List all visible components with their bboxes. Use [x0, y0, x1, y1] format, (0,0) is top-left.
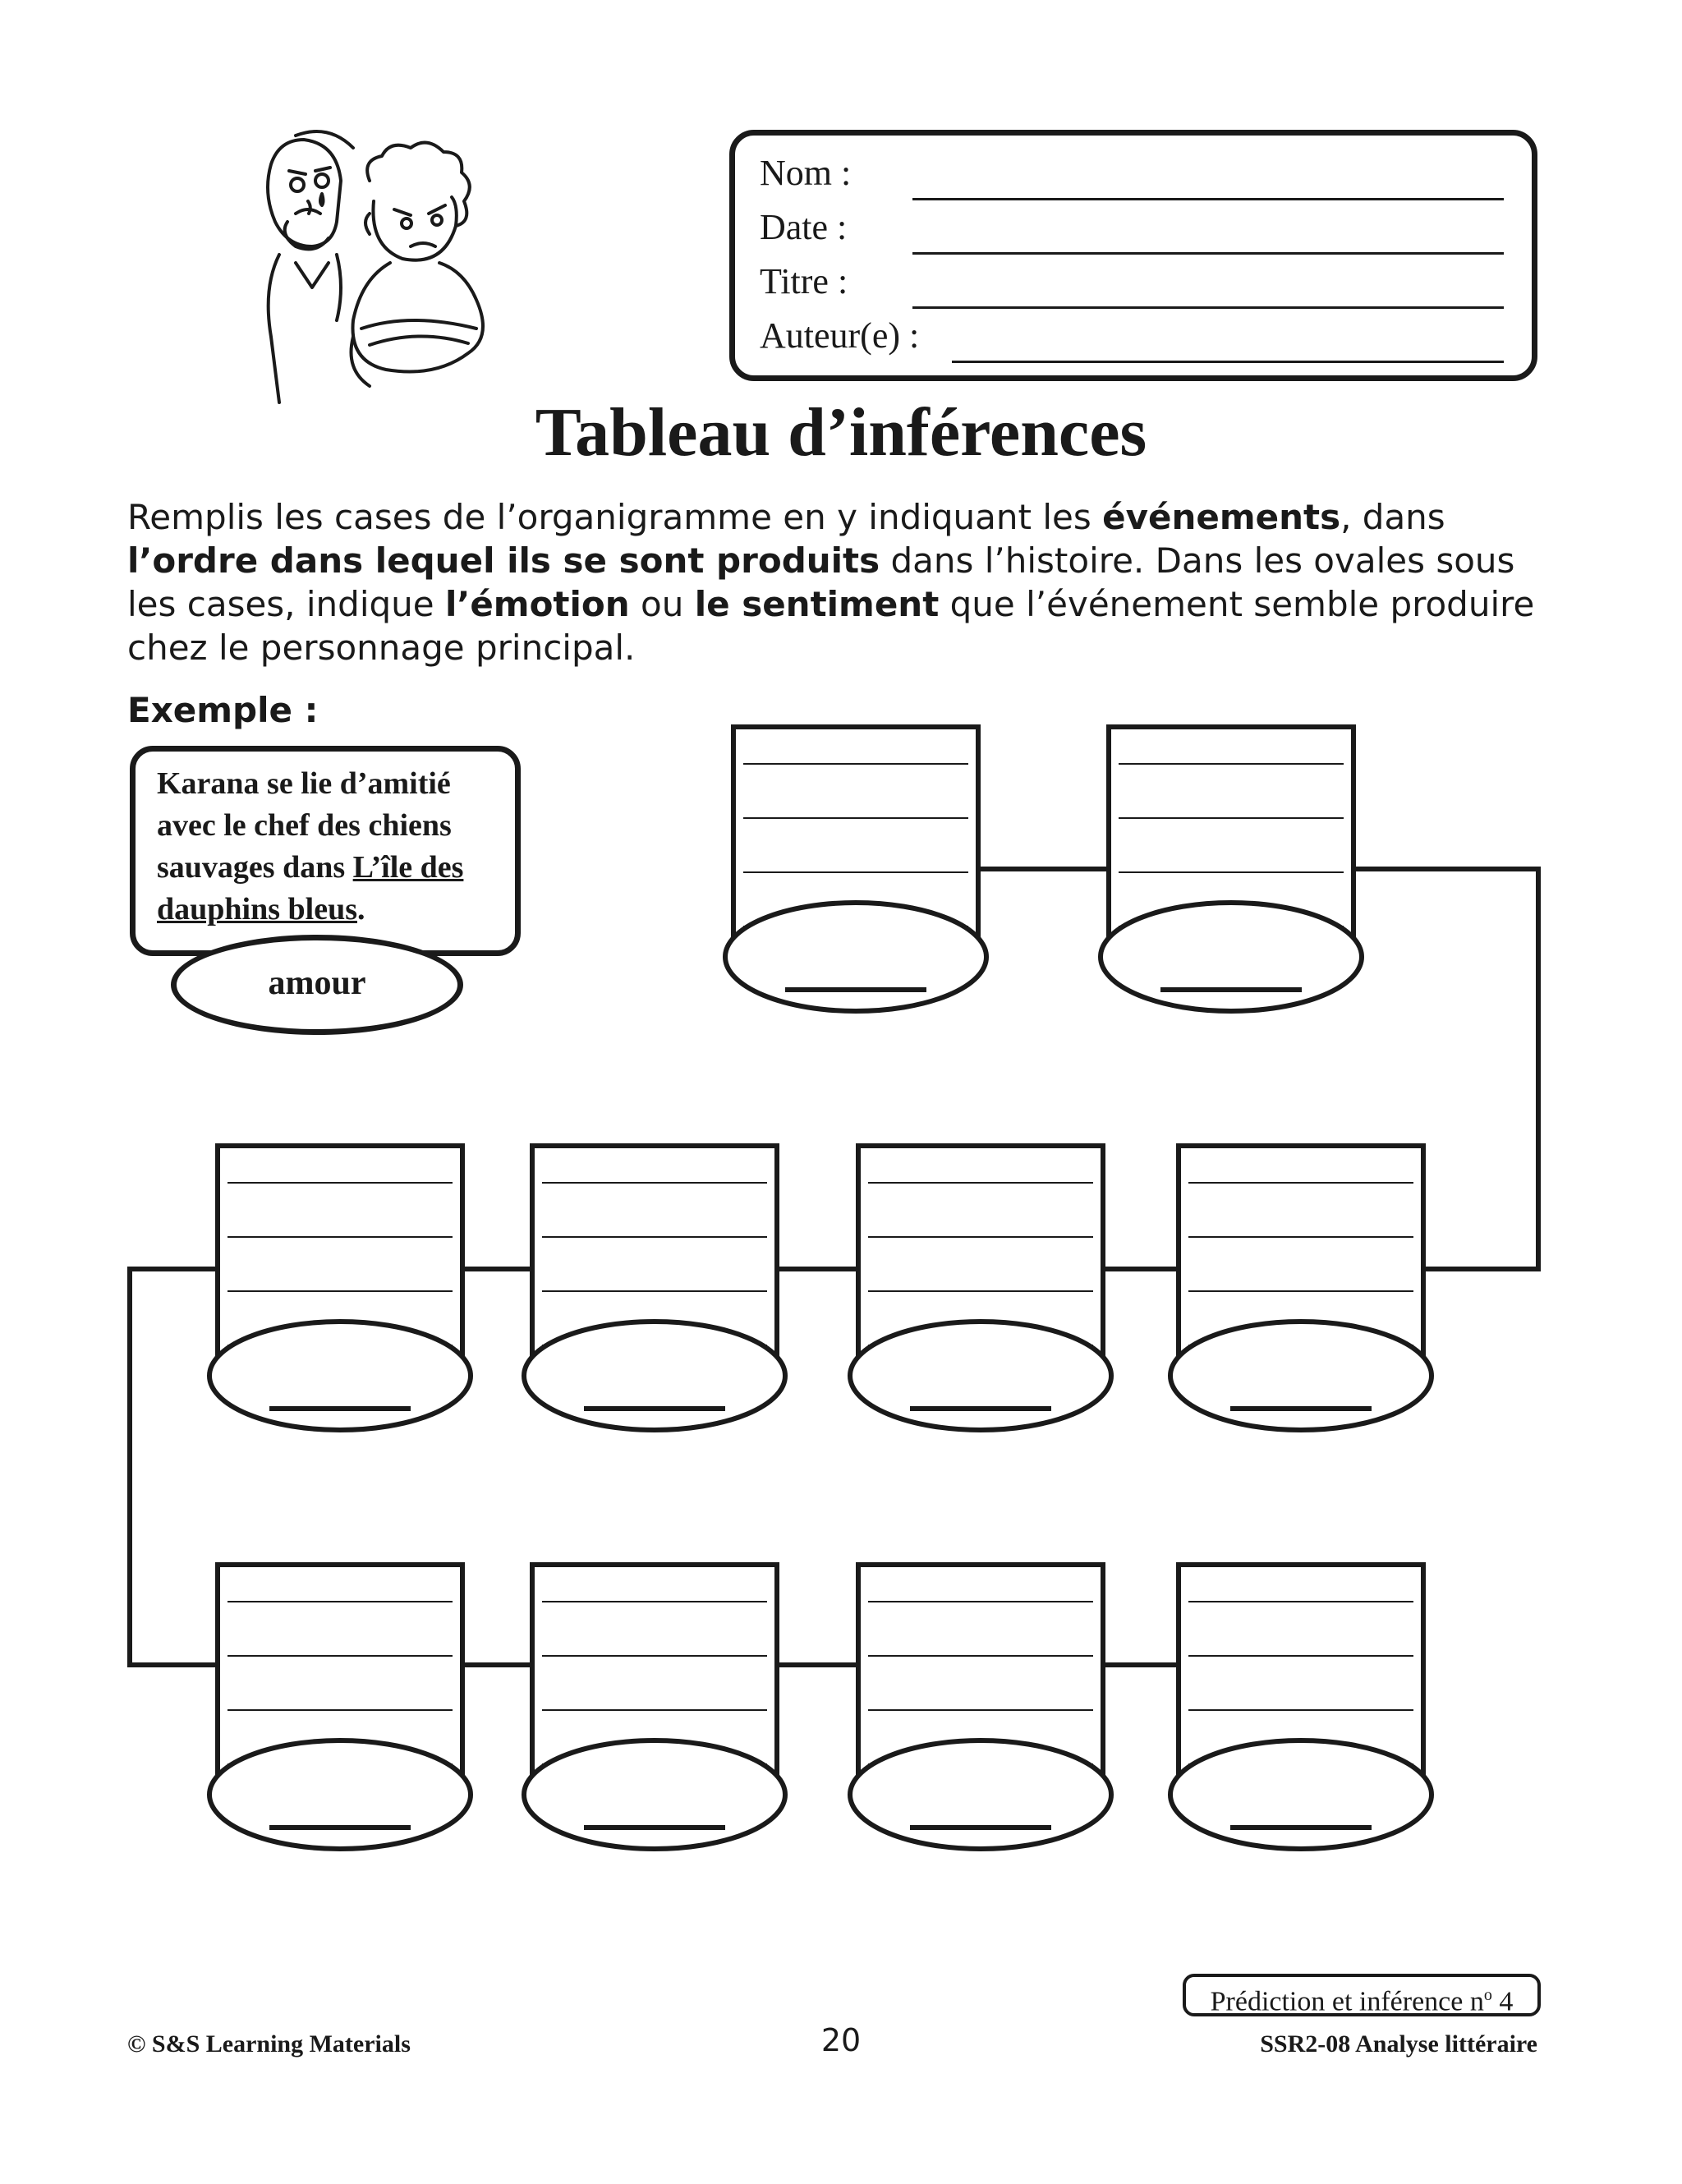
- title-label: Titre :: [760, 261, 848, 301]
- instructions-text: dans l’histoire. Dans les ovales sous les cases, indique: [127, 540, 1515, 624]
- emotion-oval[interactable]: [725, 903, 986, 1011]
- name-label: Nom :: [760, 153, 852, 193]
- instructions-bold: l’ordre dans lequel ils se sont produits: [127, 540, 880, 581]
- example-label: Exemple :: [127, 690, 319, 730]
- emotion-oval[interactable]: [524, 1740, 785, 1849]
- date-label: Date :: [760, 207, 848, 247]
- example-emotion-text: amour: [268, 964, 366, 1002]
- instructions-text: Remplis les cases de l’organigramme en y indiquant les: [127, 497, 1103, 537]
- emotion-oval[interactable]: [1101, 903, 1362, 1011]
- instructions-bold: l’émotion: [444, 584, 630, 624]
- badge-superscript: o: [1483, 1986, 1492, 2004]
- badge-number: 4: [1491, 1986, 1514, 2017]
- emotion-oval[interactable]: [850, 1322, 1111, 1430]
- lesson-badge: [1183, 1974, 1541, 2016]
- instructions-text: que l’événement semble produire chez le personnage principal.: [127, 584, 1535, 668]
- instructions-bold: le sentiment: [694, 584, 940, 624]
- instructions-bold: événements: [1102, 497, 1341, 537]
- page-number: 20: [820, 2022, 862, 2058]
- footer-series: SSR2-08 Analyse littéraire: [1260, 2030, 1537, 2058]
- page-title: Tableau d’inférences: [535, 394, 1147, 471]
- emotion-oval[interactable]: [524, 1322, 785, 1430]
- emotion-oval[interactable]: [209, 1322, 471, 1430]
- example-text-end: .: [357, 892, 365, 926]
- emotion-oval[interactable]: [1170, 1322, 1432, 1430]
- instructions-text: , dans: [1340, 497, 1445, 537]
- author-label: Auteur(e) :: [760, 315, 920, 356]
- example-book-title: L’île des dauphins bleus: [157, 850, 464, 926]
- connector-line: [130, 1269, 218, 1665]
- example-text-plain: Karana se lie d’amitié avec le chef des chiens sauvages dans: [157, 766, 452, 885]
- instructions-text: ou: [629, 584, 695, 624]
- badge-text: Prédiction et inférence n: [1210, 1986, 1484, 2017]
- footer-copyright: © S&S Learning Materials: [127, 2030, 411, 2058]
- emotion-oval[interactable]: [850, 1740, 1111, 1849]
- emotion-oval[interactable]: [1170, 1740, 1432, 1849]
- emotion-oval[interactable]: [209, 1740, 471, 1849]
